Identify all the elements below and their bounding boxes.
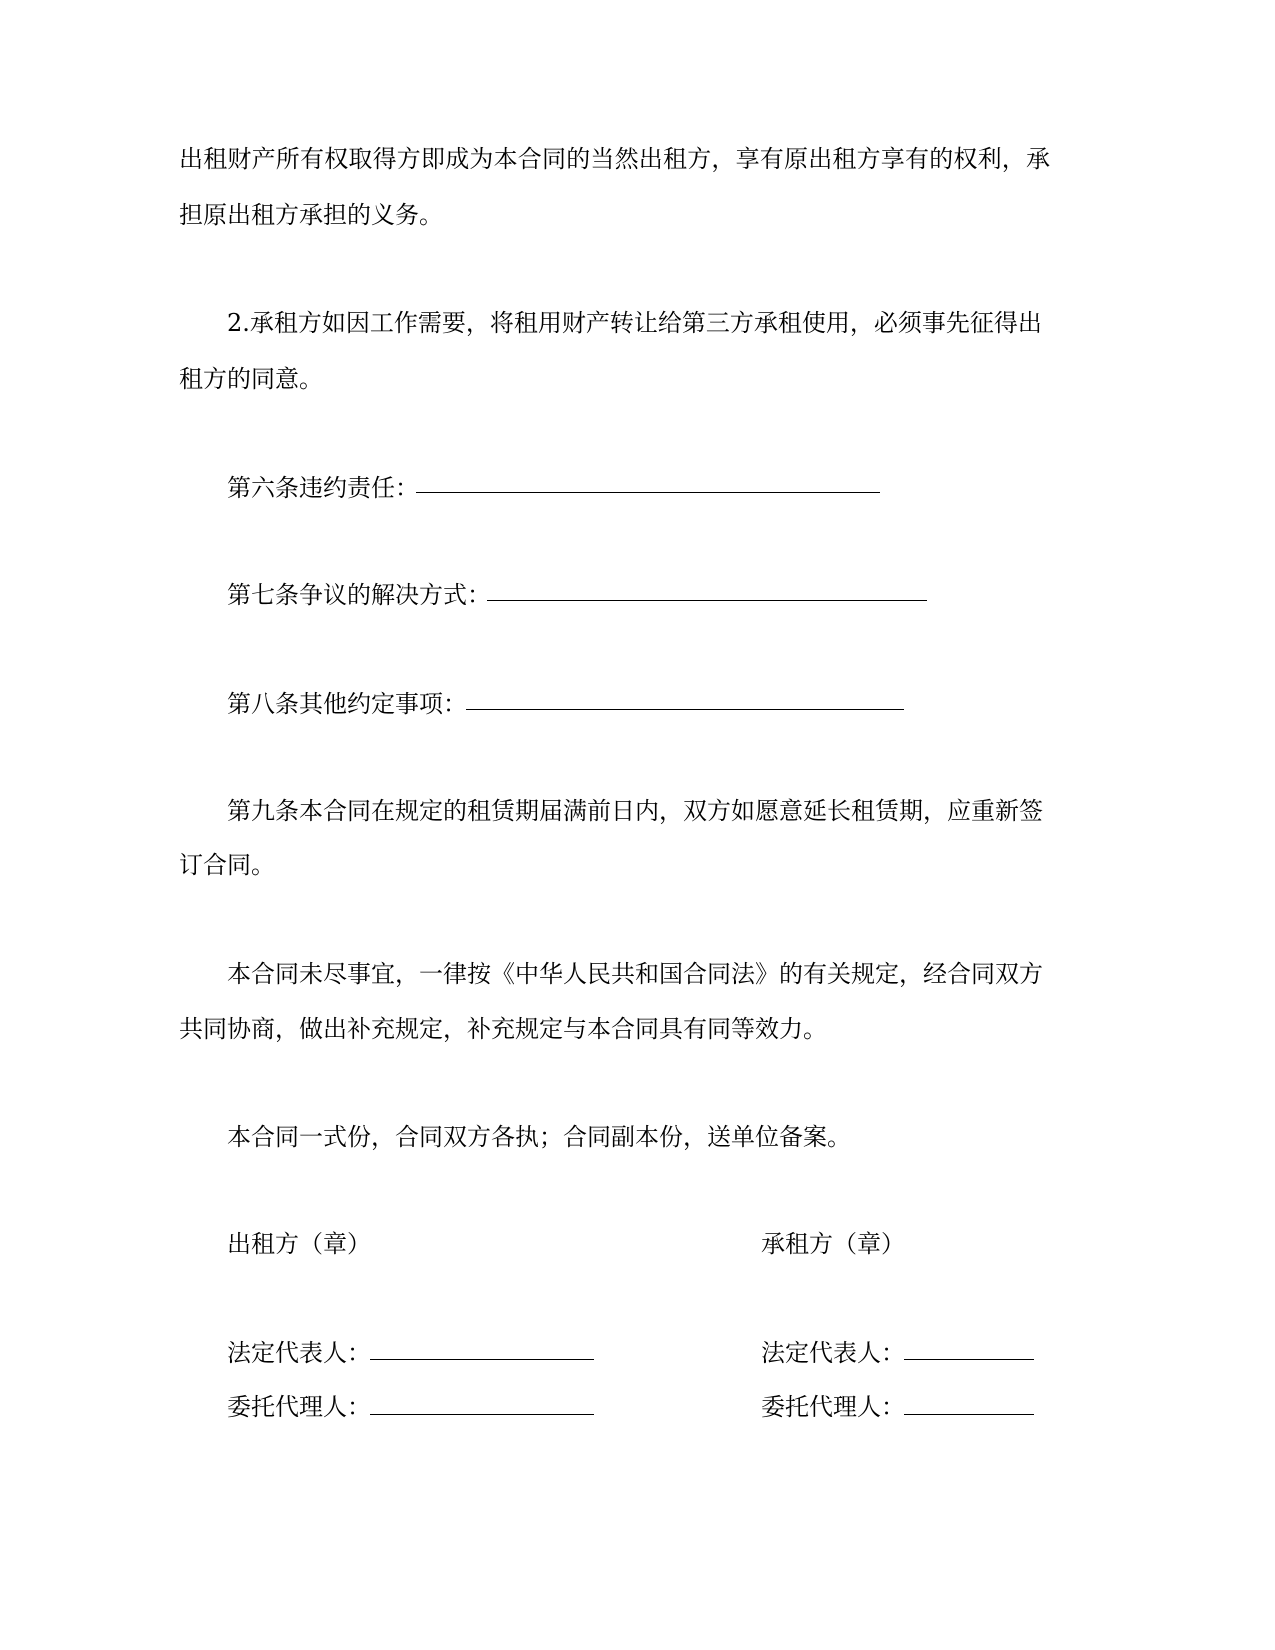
- article-8-blank-line: [466, 709, 904, 710]
- paragraph-1-line-1: 出租财产所有权取得方即成为本合同的当然出租方，享有原出租方享有的权利，承: [179, 145, 1051, 173]
- paragraph-2-line-2: 租方的同意。: [179, 365, 323, 393]
- article-7-blank-line: [487, 600, 927, 601]
- article-6-blank-line: [416, 492, 880, 493]
- lessee-agent-blank-line: [904, 1414, 1034, 1415]
- article-9-line-1: 第九条本合同在规定的租赁期届满前日内，双方如愿意延长租赁期，应重新签: [227, 797, 1043, 825]
- article-6-label: 第六条违约责任：: [227, 474, 419, 502]
- lessor-title: 出租方（章）: [227, 1230, 371, 1258]
- lessee-legal-rep-label: 法定代表人：: [761, 1339, 905, 1367]
- supplement-line-2: 共同协商，做出补充规定，补充规定与本合同具有同等效力。: [179, 1015, 827, 1043]
- paragraph-1-line-2: 担原出租方承担的义务。: [179, 201, 443, 229]
- lessee-title: 承租方（章）: [761, 1230, 905, 1258]
- article-8-label: 第八条其他约定事项：: [227, 690, 467, 718]
- lessor-legal-rep-label: 法定代表人：: [227, 1339, 371, 1367]
- article-7-label: 第七条争议的解决方式：: [227, 581, 491, 609]
- lessee-legal-rep-blank-line: [904, 1359, 1034, 1360]
- lessor-agent-blank-line: [370, 1414, 594, 1415]
- article-9-line-2: 订合同。: [179, 851, 275, 879]
- supplement-line-1: 本合同未尽事宜，一律按《中华人民共和国合同法》的有关规定，经合同双方: [227, 960, 1043, 988]
- lessor-legal-rep-blank-line: [370, 1359, 594, 1360]
- lessor-agent-label: 委托代理人：: [227, 1393, 371, 1421]
- copies-paragraph: 本合同一式份，合同双方各执；合同副本份，送单位备案。: [227, 1123, 851, 1151]
- lessee-agent-label: 委托代理人：: [761, 1393, 905, 1421]
- paragraph-2-line-1: 2.承租方如因工作需要，将租用财产转让给第三方承租使用，必须事先征得出: [227, 309, 1042, 337]
